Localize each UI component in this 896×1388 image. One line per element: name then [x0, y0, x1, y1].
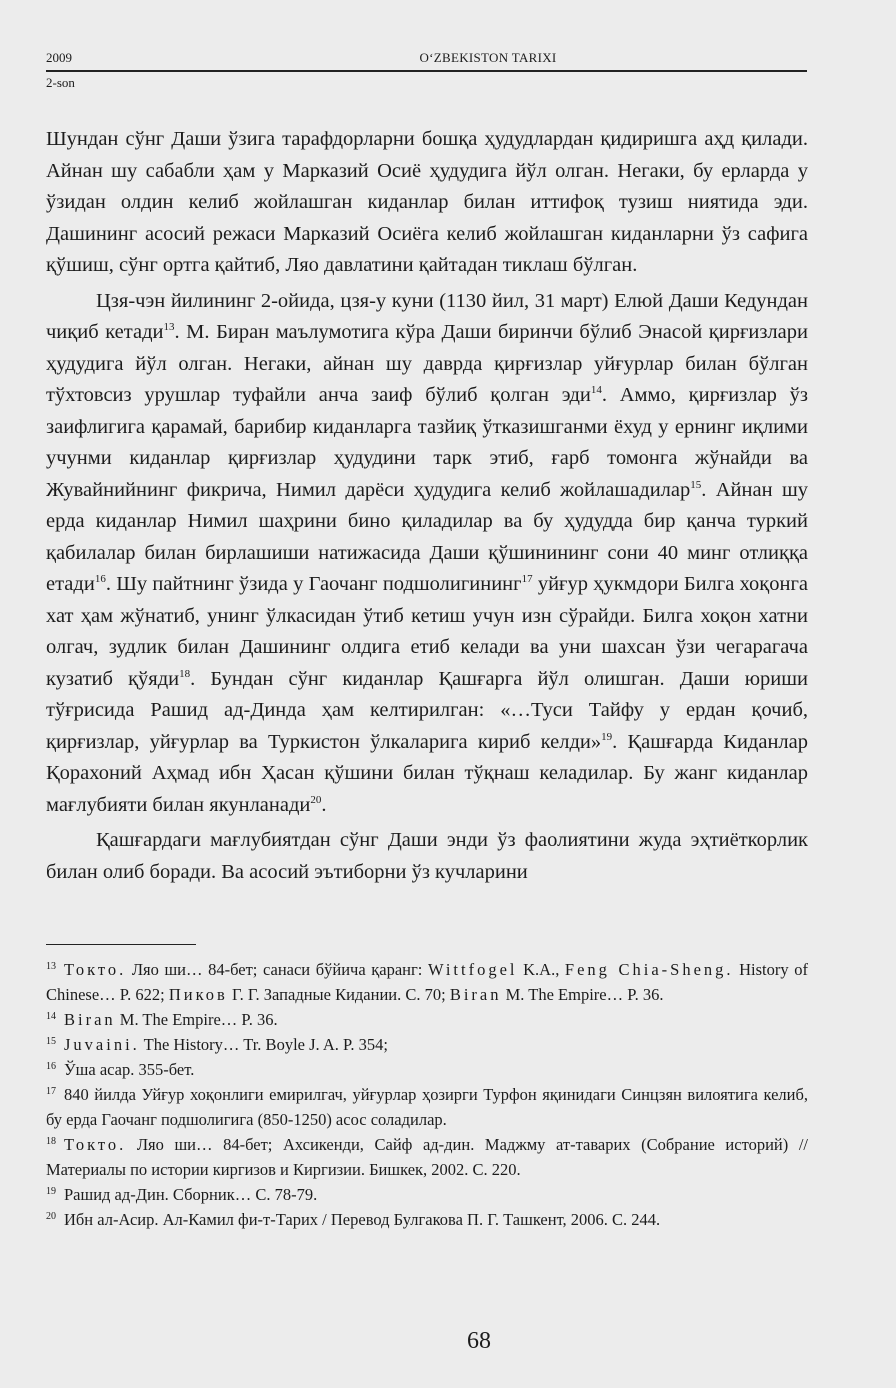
footnote-item [46, 1082, 808, 1132]
footnote-item [46, 1132, 808, 1182]
footnote-number: 20 [46, 1210, 56, 1222]
header-journal-title: O‘ZBEKISTON TARIXI [419, 50, 557, 65]
footnote-ref: 20 [310, 793, 322, 806]
footnote-text: Рашид ад-Дин. Сборник… С. 78-79. [64, 1185, 318, 1204]
footnote-ref: 13 [163, 321, 175, 334]
footnote-text: History of Chinese… P. 622; [46, 960, 808, 1004]
footnote-item [46, 957, 808, 1007]
body-text-run: Шундан сўнг Даши ўзига тарафдорларни бошқа ҳудудлардан қидиришга аҳд қилади. Айнан шу сабабли ҳам у Марказий Осиё ҳудудига йўл олган. Негаки, бу ерларда у ўзидан олдин келиб жойлашган киданлар билан иттифоқ тузиш ниятида эди. Дашининг асосий режаси Марказий Осиёга келиб жойлашган киданларни ўз сафига қўшиш, сўнг ортга қайтиб, Ляо давлатини қайтадан тиклаш бўлган. [46, 128, 808, 276]
footnote-item [46, 1007, 808, 1032]
body-text-run: . Айнан шу ерда киданлар Нимил шаҳрини бино қиладилар ва бу ҳудудда бир қанча туркий қабилалар билан бирлашиши натижасида Даши қўшинининг сони 40 минг отлиққа етади [46, 478, 808, 595]
article-body [46, 124, 808, 888]
body-text-run: . М. Биран маълумотига кўра Даши биринчи бўлиб Энасой қирғизлари ҳудудига йўл олган. Негаки, айнан шу даврда қирғизлар уйғурлар билан бўлган тўхтовсиз урушлар туфайли анча заиф бўлиб қолган эди [46, 321, 808, 406]
footnote-author: Пиков [168, 985, 228, 1004]
footnote-text: M. The Empire… P. 36. [501, 985, 664, 1004]
footnote-item [46, 1182, 808, 1207]
body-text-run: . Аммо, қирғизлар ўз заифлигига қарамай, барибир киданларга тазйиқ ўтказишганми ёхуд у ернинг иқлими учунми киданлар қирғизлар ҳудудини тарк этиб, ғарб томонга жўнайди ва Жувайнийнинг фикрича, Нимил дарёси ҳудудига келиб жойлашадилар [46, 384, 808, 501]
footnote-ref: 17 [521, 573, 533, 586]
footnote-item [46, 1032, 808, 1057]
footnote-item [46, 1057, 808, 1082]
footnotes [46, 957, 808, 1232]
footnote-separator [46, 944, 196, 945]
footnote-text: K.A., [517, 960, 565, 979]
footnote-text: Ўша асар. 355-бет. [64, 1060, 195, 1079]
footnote-text: Ляо ши… 84-бет; Ахсикенди, Сайф ад-дин. Маджму ат-таварих (Собрание историй) // Материалы по истории киргизов и Киргизии. Бишкек, 2002. С. 220. [46, 1135, 808, 1179]
footnote-text: The History… Tr. Boyle J. A. P. 354; [139, 1035, 388, 1054]
header-issue: 2-son [46, 75, 75, 90]
footnote-item [46, 1207, 808, 1232]
footnote-number: 13 [46, 960, 56, 972]
body-text-run: . Бундан сўнг киданлар Қашғарга йўл олишган. Даши юриши тўғрисида Рашид ад-Динда ҳам келтирилган: «…Туси Тайфу у ердан қочиб, қирғизлар, уйғурлар ва Туркистон ўлкаларига кириб келди» [46, 667, 808, 753]
footnote-number: 14 [46, 1010, 56, 1022]
header-rule [46, 70, 807, 72]
footnote-ref: 15 [690, 478, 702, 491]
footnote-text: Ляо ши… 84-бет; санаси бўйича қаранг: [126, 960, 428, 979]
header-year: 2009 [46, 50, 72, 65]
footnote-author: Wittfogel [427, 960, 518, 979]
page-number: 68 [467, 1328, 491, 1354]
footnote-author: Токто. [64, 960, 127, 979]
body-text-run: . Қашғарда Киданлар Қорахоний Аҳмад ибн Ҳасан қўшини билан тўқнаш келадилар. Бу жанг киданлар мағлубияти билан якунланади [46, 730, 808, 816]
footnote-number: 17 [46, 1085, 56, 1097]
footnote-text: M. The Empire… P. 36. [115, 1010, 278, 1029]
footnote-number: 15 [46, 1035, 56, 1047]
footnote-ref: 16 [94, 573, 106, 586]
body-text-run: . [321, 793, 327, 816]
body-text-run: . Шу пайтнинг ўзида у Гаочанг подшолигининг [105, 573, 522, 595]
footnote-number: 16 [46, 1060, 56, 1072]
footnote-author: Biran [64, 1010, 116, 1029]
footnote-number: 19 [46, 1185, 56, 1197]
footnote-number: 18 [46, 1135, 56, 1147]
body-paragraph [46, 825, 808, 888]
footnote-ref: 14 [590, 384, 602, 397]
footnote-text: Г. Г. Западные Кидании. С. 70; [227, 985, 450, 1004]
body-paragraph [46, 124, 808, 282]
footnote-text: Ибн ал-Асир. Ал-Камил фи-т-Тарих / Перевод Булгакова П. Г. Ташкент, 2006. С. 244. [64, 1210, 661, 1229]
footnote-author: Juvaini. [64, 1035, 140, 1054]
footnote-author: Biran [449, 985, 502, 1004]
body-paragraph [46, 286, 808, 822]
footnote-author: Токто. [64, 1135, 127, 1154]
footnote-ref: 19 [601, 730, 613, 743]
footnote-ref: 18 [179, 667, 191, 680]
body-text-run: Цзя-чэн йилининг 2-ойида, цзя-у куни (1130 йил, 31 март) Елюй Даши Кедундан чиқиб кетади [46, 289, 808, 343]
body-text-run: Қашғардаги мағлубиятдан сўнг Даши энди ўз фаолиятини жуда эҳтиёткорлик билан олиб боради. Ва асосий эътиборни ўз кучларини [46, 829, 808, 883]
body-text-run: уйғур ҳукмдори Билга хоқонга хат ҳам жўнатиб, унинг ўлкасидан ўтиб кетиш учун изн сўрайди. Билга хоқон хатни олгач, зудлик билан Дашининг олдига етиб келади ва уни шахсан ўзи чегарагача кузатиб қўяди [46, 573, 808, 690]
footnote-text: 840 йилда Уйғур хоқонлиги емирилгач, уйғурлар ҳозирги Турфон яқинидаги Синцзян вилоятига келиб, бу ерда Гаочанг подшолигига (850-1250) асос соладилар. [46, 1085, 808, 1129]
footnote-author: Feng Chia-Sheng. [564, 960, 734, 979]
